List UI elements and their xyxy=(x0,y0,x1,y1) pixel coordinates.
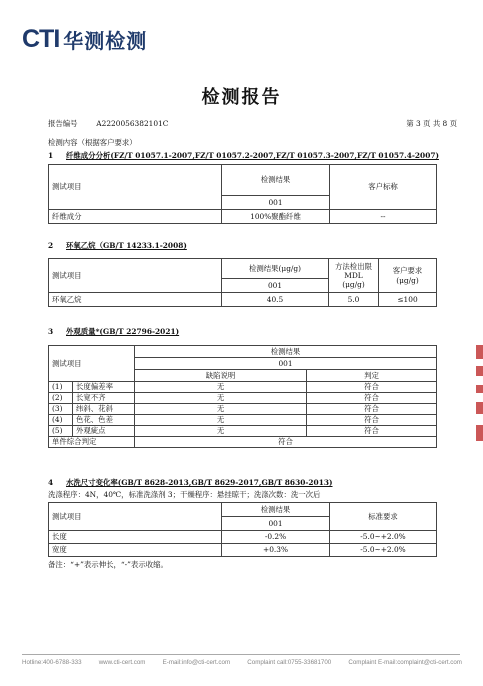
s4-row-requirement: -5.0~+2.0% xyxy=(330,544,437,557)
s3-row-item: 长度偏差率 xyxy=(73,382,135,393)
s1-header-sample: 001 xyxy=(222,196,330,210)
section-1-heading xyxy=(48,150,439,161)
footer-hotline: Hotline:400-6788-333 xyxy=(22,659,82,666)
s3-row-defect: 无 xyxy=(135,382,307,393)
s3-row-defect: 无 xyxy=(135,415,307,426)
report-number-value: A2220056382101C xyxy=(96,119,169,128)
s3-row-judge: 符合 xyxy=(307,404,437,415)
s4-header-sample: 001 xyxy=(222,517,330,531)
s3-row-judge: 符合 xyxy=(307,426,437,437)
s3-row-judge: 符合 xyxy=(307,393,437,404)
section-2-title: 环氧乙烷（GB/T 14233.1-2008) xyxy=(66,241,187,250)
section-2-heading xyxy=(48,240,187,251)
s3-row-judge: 符合 xyxy=(307,382,437,393)
s2-header-req-line2: (μg/g) xyxy=(396,275,419,285)
s4-row-item: 宽度 xyxy=(49,544,222,557)
s1-header-item: 测试项目 xyxy=(49,165,222,210)
table-row xyxy=(49,382,437,393)
s3-row-defect: 无 xyxy=(135,404,307,415)
footer-divider xyxy=(22,654,460,655)
s2-header-item: 测试项目 xyxy=(49,259,222,293)
s3-row-defect: 无 xyxy=(135,393,307,404)
section-4-number: 4 xyxy=(48,478,54,487)
s3-header-judge: 判定 xyxy=(307,370,437,382)
s2-header-result: 检测结果(μg/g) xyxy=(222,259,329,279)
s4-row-result: -0.2% xyxy=(222,531,330,544)
footer-website[interactable]: www.cti-cert.com xyxy=(98,659,146,666)
table-row xyxy=(49,293,437,307)
section-2-number: 2 xyxy=(48,241,54,250)
s4-row-item: 长度 xyxy=(49,531,222,544)
section-3-heading xyxy=(48,326,179,337)
s1-header-requirement: 客户标称 xyxy=(330,165,437,210)
section-4-title: 水洗尺寸变化率(GB/T 8628-2013,GB/T 8629-2017,GB/T 8630-2013) xyxy=(66,478,333,487)
table-row xyxy=(49,437,437,448)
s1-row-result: 100%聚酯纤维 xyxy=(222,210,330,224)
s3-header-result: 检测结果 xyxy=(135,346,437,358)
footer xyxy=(22,659,462,666)
s3-row-defect: 无 xyxy=(135,426,307,437)
table-row xyxy=(49,415,437,426)
company-logo xyxy=(22,26,147,52)
table-row xyxy=(49,210,437,224)
s4-header-result: 检测结果 xyxy=(222,503,330,517)
s3-overall-label: 单件综合判定 xyxy=(49,437,135,448)
s4-row-requirement: -5.0~+2.0% xyxy=(330,531,437,544)
s3-row-item: 色花、色差 xyxy=(73,415,135,426)
table-row xyxy=(49,531,437,544)
page-title: 检测报告 xyxy=(201,87,282,108)
section-3-title: 外观质量*(GB/T 22796-2021) xyxy=(66,327,180,336)
s2-header-mdl xyxy=(329,259,379,293)
s3-row-item: 纬斜、花斜 xyxy=(73,404,135,415)
section-3-number: 3 xyxy=(48,327,54,336)
table-row xyxy=(49,393,437,404)
s3-row-no: (4) xyxy=(49,415,73,426)
s4-row-result: +0.3% xyxy=(222,544,330,557)
s3-overall-value: 符合 xyxy=(135,437,437,448)
s3-row-item: 外观疵点 xyxy=(73,426,135,437)
section-4-heading xyxy=(48,477,333,488)
logo-cn-text: 华测检测 xyxy=(63,28,148,53)
s3-row-no: (2) xyxy=(49,393,73,404)
section-2-table xyxy=(48,258,437,307)
footer-complaint-email[interactable]: Complaint E-mail:complaint@cti-cert.com xyxy=(348,659,462,666)
seal-fragment xyxy=(476,402,483,414)
section-3-table xyxy=(48,345,437,448)
s2-header-requirement xyxy=(379,259,437,293)
s2-row-requirement: ≤100 xyxy=(379,293,437,307)
s3-header-defect: 缺陷说明 xyxy=(135,370,307,382)
s2-header-mdl-line2: MDL (μg/g) xyxy=(342,270,365,290)
logo-cti-text: CTI xyxy=(22,24,60,53)
page-info: 第 3 页 共 8 页 xyxy=(406,119,457,128)
section-4-note: 备注：“+”表示伸长，“-”表示收缩。 xyxy=(48,560,168,569)
s3-row-no: (1) xyxy=(49,382,73,393)
table-row xyxy=(49,404,437,415)
s3-header-sample: 001 xyxy=(135,358,437,370)
s2-row-item: 环氧乙烷 xyxy=(49,293,222,307)
section-4-procedure: 洗涤程序：4N，40℃，标准洗涤剂 3；干燥程序：悬挂晾干；洗涤次数：洗一次后 xyxy=(48,490,321,499)
table-row xyxy=(49,544,437,557)
s1-row-requirement: -- xyxy=(330,210,437,224)
seal-fragment xyxy=(476,425,483,441)
s2-row-mdl: 5.0 xyxy=(329,293,379,307)
footer-complaint-call: Complaint call:0755-33681700 xyxy=(247,659,332,666)
s2-header-mdl-line1: 方法检出限 xyxy=(335,261,372,271)
s2-header-req-line1: 客户要求 xyxy=(392,266,423,276)
seal-fragment xyxy=(476,366,483,376)
section-1-number: 1 xyxy=(48,151,54,160)
s3-row-no: (3) xyxy=(49,404,73,415)
section-1-title: 纤维成分分析(FZ/T 01057.1-2007,FZ/T 01057.2-2007,FZ/T 01057.3-2007,FZ/T 01057.4-2007) xyxy=(66,151,439,160)
section-1-table xyxy=(48,164,437,224)
s4-header-item: 测试项目 xyxy=(49,503,222,531)
table-row xyxy=(49,426,437,437)
seal-fragment xyxy=(476,345,483,359)
footer-email[interactable]: E-mail:info@cti-cert.com xyxy=(162,659,231,666)
report-number-row xyxy=(48,118,168,129)
s3-row-judge: 符合 xyxy=(307,415,437,426)
s3-header-item: 测试项目 xyxy=(49,346,135,382)
s3-row-item: 长宽不齐 xyxy=(73,393,135,404)
s2-header-sample: 001 xyxy=(222,279,329,293)
seal-fragment xyxy=(476,385,483,393)
s2-row-result: 40.5 xyxy=(222,293,329,307)
s3-row-no: (5) xyxy=(49,426,73,437)
section-4-table xyxy=(48,502,437,557)
s1-row-item: 纤维成分 xyxy=(49,210,222,224)
report-number-label: 报告编号 xyxy=(48,119,78,128)
s4-header-requirement: 标准要求 xyxy=(330,503,437,531)
content-label: 检测内容（根据客户要求） xyxy=(48,138,137,147)
s1-header-result: 检测结果 xyxy=(222,165,330,196)
